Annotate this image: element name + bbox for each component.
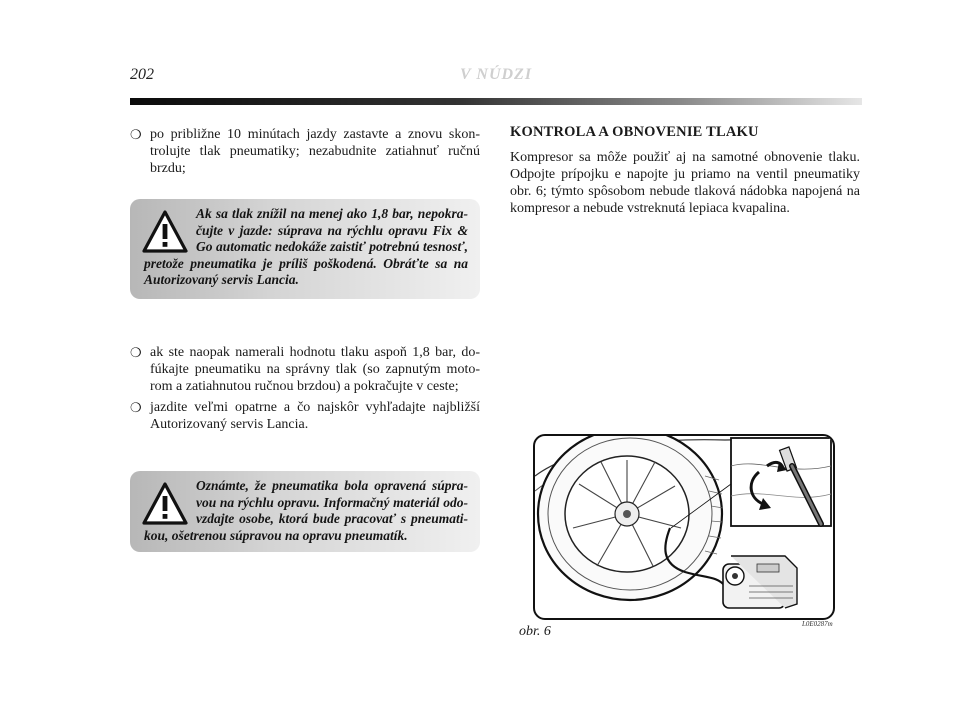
valve-detail-inset — [731, 438, 831, 526]
page-number: 202 — [130, 66, 154, 83]
warning-box-1 — [130, 199, 480, 299]
warning-text: Oznámte, že pneumatika bola opravená súpra-vou na rýchlu opravu. Informačný materiál odo-vzdajte osobe, ktorá bude pracovať s pneumati-kou, ošetrenou súpravou na opravu pneumatík. — [144, 478, 468, 543]
figure-code: L0E0287m — [802, 620, 833, 628]
bullet-text: jazdite veľmi opatrne a čo najskôr vyhľadajte najbližší Autorizovaný servis Lancia. — [150, 400, 480, 432]
compressor-icon — [723, 556, 797, 608]
bullet-text: po približne 10 minútach jazdy zastavte a znovu skon-trolujte tlak pneumatiky; nezabudnite zatiahnuť ručnú brzdu; — [150, 127, 480, 176]
warning-text: Ak sa tlak znížil na menej ako 1,8 bar, nepokra-čujte v jazde: súprava na rýchlu opravu Fix & Go automatic nedokáže zaistiť potrebnú tesnosť, pretože pneumatika je príliš poškodená. Obráťte sa na Autorizovaný servis Lancia. — [144, 206, 468, 287]
figure-illustration — [533, 434, 835, 620]
circle-bullet-icon: ❍ — [130, 401, 142, 416]
warning-box-2 — [130, 471, 480, 552]
figure-caption: obr. 6 — [519, 624, 551, 639]
section-paragraph: Kompresor sa môže použiť aj na samotné obnovenie tlaku. Odpojte prípojku e napojte ju priamo na ventil pneumatiky obr. 6; týmto spôsobom nebude tlaková nádobka napojená na kompresor a nebude vstreknutá lepiaca kvapalina. — [510, 150, 860, 216]
section-title: V NÚDZI — [460, 66, 533, 83]
section-heading: KONTROLA A OBNOVENIE TLAKU — [510, 124, 759, 140]
warning-triangle-icon — [142, 481, 188, 527]
tyre-compressor-illustration — [535, 436, 833, 618]
circle-bullet-icon: ❍ — [130, 346, 142, 361]
circle-bullet-icon: ❍ — [130, 128, 142, 143]
warning-triangle-icon — [142, 209, 188, 255]
header-rule — [130, 98, 862, 105]
bullet-item-3 — [130, 399, 480, 433]
bullet-item-1 — [130, 126, 480, 177]
bullet-item-2 — [130, 344, 480, 395]
bullet-text: ak ste naopak namerali hodnotu tlaku aspoň 1,8 bar, do-fúkajte pneumatiku na správny tlak (so zapnutým moto-rom a zatiahnutou ručnou brzdou) a pokračujte v ceste; — [150, 345, 480, 394]
